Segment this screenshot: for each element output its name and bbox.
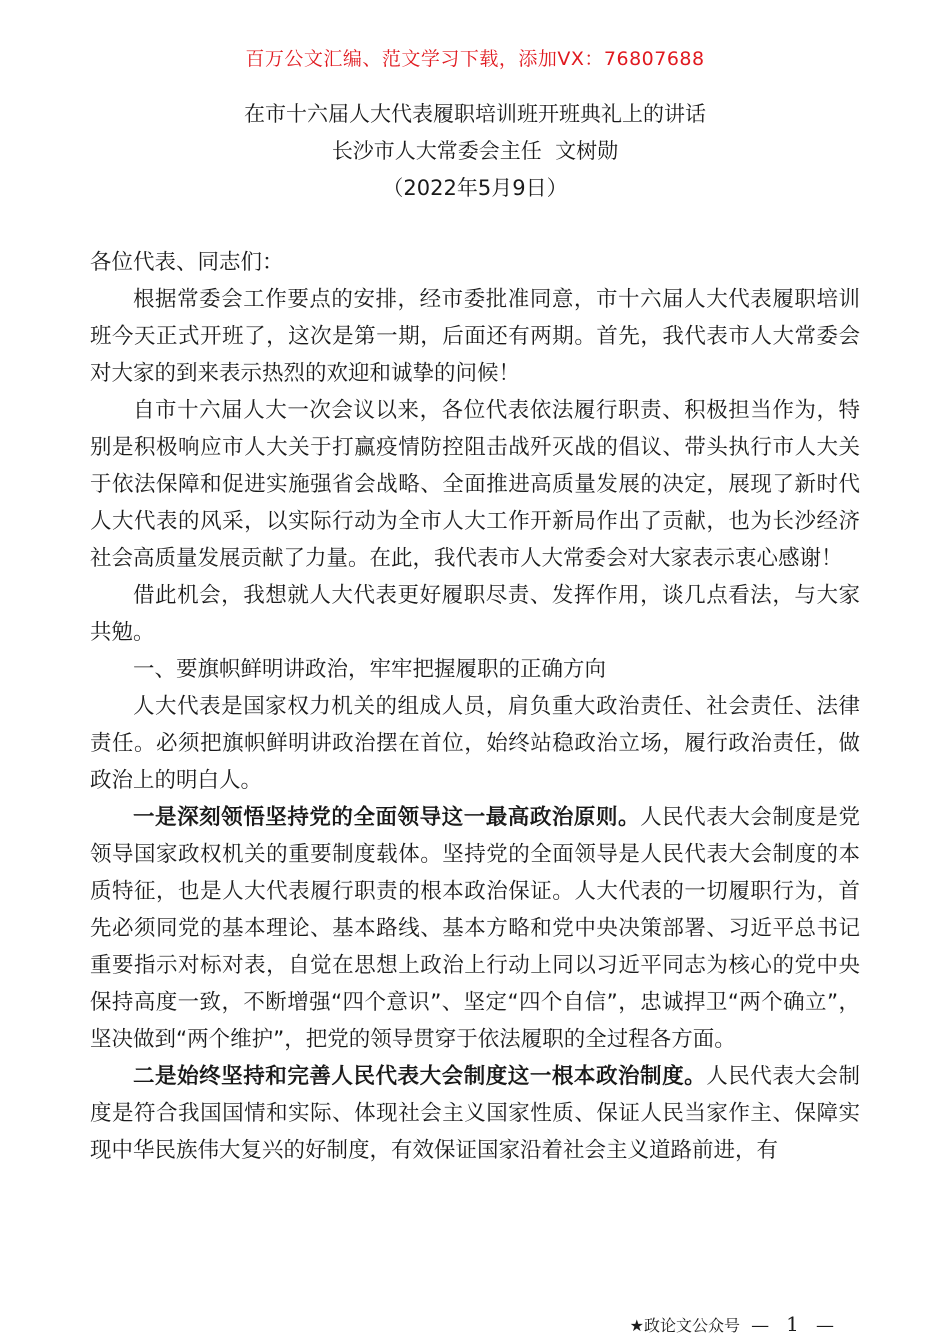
speech-date: （2022年5月9日） <box>382 176 568 200</box>
footer-dash-left: — <box>751 1315 770 1336</box>
section-heading-1: 一、要旗帜鲜明讲政治，牢牢把握履职的正确方向 <box>133 657 607 682</box>
promo-banner: 百万公文汇编、范文学习下载，添加VX：76807688 <box>245 48 705 70</box>
speaker-line: 长沙市人大常委会主任 文树勋 <box>331 139 619 163</box>
paragraph-6-lead: 二是始终坚持和完善人民代表大会制度这一根本政治制度。 <box>133 1064 707 1089</box>
paragraph-1: 根据常委会工作要点的安排，经市委批准同意，市十六届人大代表履职培训班今天正式开班了，这次是第一期，后面还有两期。首先，我代表市人大常委会对大家的到来表示热烈的欢迎和诚挚的问候！ <box>90 287 860 386</box>
paragraph-6-text: 人民代表大会制度是符合我国国情和实际、体现社会主义国家性质、保证人民当家作主、保障实现中华民族伟大复兴的好制度，有效保证国家沿着社会主义道路前进，有 <box>90 1064 860 1163</box>
paragraph-3: 借此机会，我想就人大代表更好履职尽责、发挥作用，谈几点看法，与大家共勉。 <box>90 583 860 645</box>
footer-dash-right: — <box>816 1315 834 1336</box>
title-block <box>0 96 950 207</box>
paragraph-5-text: 人民代表大会制度是党领导国家政权机关的重要制度载体。坚持党的全面领导是人民代表大会制度的本质特征，也是人大代表履行职责的根本政治保证。人大代表的一切履职行为，首先必须同党的基本理论、基本路线、基本方略和党中央决策部署、习近平总书记重要指示对标对表，自觉在思想上政治上行动上同以习近平同志为核心的党中央保持高度一致，不断增强“四个意识”、坚定“四个自信”，忠诚捍卫“两个确立”，坚决做到“两个维护”，把党的领导贯穿于依法履职的全过程各方面。 <box>90 805 860 1052</box>
paragraph-6 <box>90 1058 860 1169</box>
page-number: 1 <box>786 1312 799 1336</box>
footer-source: ★政论文公众号 <box>629 1316 740 1335</box>
paragraph-4: 人大代表是国家权力机关的组成人员，肩负重大政治责任、社会责任、法律责任。必须把旗帜鲜明讲政治摆在首位，始终站稳政治立场，履行政治责任，做政治上的明白人。 <box>90 694 860 793</box>
page-footer <box>0 1312 840 1336</box>
paragraph-5-lead: 一是深刻领悟坚持党的全面领导这一最高政治原则。 <box>133 805 641 830</box>
paragraph-2: 自市十六届人大一次会议以来，各位代表依法履行职责、积极担当作为，特别是积极响应市人大关于打赢疫情防控阻击战歼灭战的倡议、带头执行市人大关于依法保障和促进实施强省会战略、全面推进高质量发展的决定，展现了新时代人大代表的风采，以实际行动为全市人大工作开新局作出了贡献，也为长沙经济社会高质量发展贡献了力量。在此，我代表市人大常委会对大家表示衷心感谢！ <box>90 398 860 571</box>
speech-body <box>90 244 860 1169</box>
speech-title: 在市十六届人大代表履职培训班开班典礼上的讲话 <box>244 102 706 126</box>
paragraph-5 <box>90 799 860 1058</box>
salutation: 各位代表、同志们： <box>90 250 284 275</box>
